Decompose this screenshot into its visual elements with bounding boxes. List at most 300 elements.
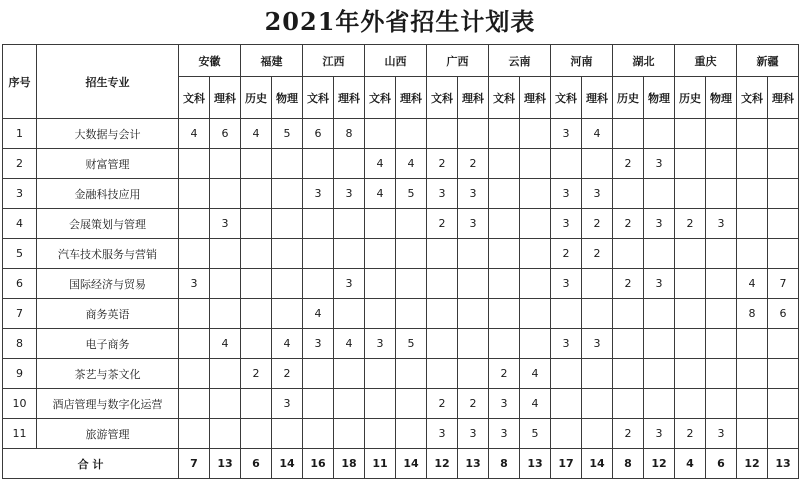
major-name: 金融科技应用 [37, 179, 179, 209]
quota-cell [551, 389, 582, 419]
quota-cell [334, 299, 365, 329]
quota-cell [427, 239, 458, 269]
quota-cell [613, 179, 644, 209]
quota-cell [489, 269, 520, 299]
quota-cell: 2 [427, 209, 458, 239]
quota-cell [644, 299, 675, 329]
quota-cell [210, 149, 241, 179]
quota-cell [427, 329, 458, 359]
quota-cell [365, 359, 396, 389]
quota-cell [644, 389, 675, 419]
quota-cell [582, 359, 613, 389]
quota-cell: 2 [241, 359, 272, 389]
province-header: 新疆 [737, 45, 799, 77]
quota-cell [768, 359, 799, 389]
subject-header: 历史 [613, 77, 644, 119]
quota-cell [179, 329, 210, 359]
quota-cell [706, 269, 737, 299]
quota-cell: 4 [210, 329, 241, 359]
quota-cell: 3 [644, 209, 675, 239]
quota-cell [489, 209, 520, 239]
quota-cell [272, 179, 303, 209]
province-header: 福建 [241, 45, 303, 77]
quota-cell [613, 389, 644, 419]
quota-cell [210, 389, 241, 419]
quota-cell [520, 239, 551, 269]
quota-cell: 6 [303, 119, 334, 149]
quota-cell [675, 119, 706, 149]
index-column-header: 序号 [3, 45, 37, 119]
total-cell: 8 [489, 449, 520, 479]
quota-cell [768, 389, 799, 419]
quota-cell [582, 299, 613, 329]
quota-cell [427, 299, 458, 329]
quota-cell [737, 149, 768, 179]
quota-cell [675, 299, 706, 329]
quota-cell [582, 419, 613, 449]
quota-cell [675, 389, 706, 419]
quota-cell: 3 [582, 179, 613, 209]
quota-cell: 2 [613, 269, 644, 299]
quota-cell: 4 [396, 149, 427, 179]
quota-cell: 3 [489, 419, 520, 449]
quota-cell [365, 269, 396, 299]
quota-cell: 2 [427, 149, 458, 179]
quota-cell [365, 239, 396, 269]
quota-cell: 5 [396, 179, 427, 209]
total-cell: 14 [396, 449, 427, 479]
quota-cell [737, 419, 768, 449]
quota-cell [520, 119, 551, 149]
row-index: 6 [3, 269, 37, 299]
quota-cell [768, 209, 799, 239]
quota-cell [241, 269, 272, 299]
quota-cell [303, 269, 334, 299]
total-cell: 6 [241, 449, 272, 479]
quota-cell [551, 359, 582, 389]
quota-cell [427, 359, 458, 389]
subject-header: 物理 [644, 77, 675, 119]
quota-cell [396, 209, 427, 239]
row-index: 7 [3, 299, 37, 329]
quota-cell: 2 [582, 209, 613, 239]
quota-cell: 3 [551, 179, 582, 209]
table-row [3, 149, 799, 179]
subject-header: 文科 [427, 77, 458, 119]
quota-cell [458, 269, 489, 299]
quota-cell [210, 269, 241, 299]
quota-cell [489, 149, 520, 179]
row-index: 8 [3, 329, 37, 359]
quota-cell [644, 359, 675, 389]
quota-cell [768, 419, 799, 449]
table-row [3, 239, 799, 269]
quota-cell: 2 [272, 359, 303, 389]
quota-cell: 3 [551, 209, 582, 239]
quota-cell: 4 [365, 149, 396, 179]
quota-cell [582, 149, 613, 179]
quota-cell [396, 239, 427, 269]
quota-cell [737, 359, 768, 389]
quota-cell: 3 [458, 209, 489, 239]
quota-cell: 2 [613, 419, 644, 449]
quota-cell: 3 [427, 179, 458, 209]
quota-cell [706, 119, 737, 149]
quota-cell [706, 149, 737, 179]
quota-cell: 2 [427, 389, 458, 419]
quota-cell [210, 419, 241, 449]
total-cell: 7 [179, 449, 210, 479]
quota-cell [458, 119, 489, 149]
quota-cell: 3 [582, 329, 613, 359]
quota-cell [768, 239, 799, 269]
quota-cell: 3 [179, 269, 210, 299]
quota-cell [551, 149, 582, 179]
quota-cell [520, 329, 551, 359]
quota-cell: 2 [582, 239, 613, 269]
quota-cell [706, 329, 737, 359]
quota-cell [706, 359, 737, 389]
total-cell: 17 [551, 449, 582, 479]
quota-cell: 3 [644, 419, 675, 449]
major-name: 国际经济与贸易 [37, 269, 179, 299]
quota-cell [334, 359, 365, 389]
quota-cell: 2 [458, 389, 489, 419]
total-cell: 4 [675, 449, 706, 479]
total-cell: 11 [365, 449, 396, 479]
quota-cell [210, 179, 241, 209]
quota-cell [458, 329, 489, 359]
quota-cell [613, 239, 644, 269]
quota-cell [706, 389, 737, 419]
quota-cell [334, 239, 365, 269]
total-cell: 16 [303, 449, 334, 479]
quota-cell [365, 299, 396, 329]
quota-cell [706, 239, 737, 269]
subject-header: 理科 [520, 77, 551, 119]
quota-cell: 3 [706, 209, 737, 239]
quota-cell: 3 [551, 329, 582, 359]
quota-cell [613, 119, 644, 149]
quota-cell [396, 299, 427, 329]
quota-cell: 4 [582, 119, 613, 149]
quota-cell [768, 119, 799, 149]
quota-cell [179, 179, 210, 209]
quota-cell: 3 [644, 149, 675, 179]
quota-cell [582, 269, 613, 299]
quota-cell [644, 329, 675, 359]
quota-cell: 5 [520, 419, 551, 449]
quota-cell [768, 149, 799, 179]
quota-cell: 3 [706, 419, 737, 449]
quota-cell: 3 [458, 179, 489, 209]
quota-cell [272, 239, 303, 269]
quota-cell: 2 [675, 209, 706, 239]
row-index: 1 [3, 119, 37, 149]
quota-cell [334, 419, 365, 449]
quota-cell [737, 329, 768, 359]
subject-header: 文科 [365, 77, 396, 119]
quota-cell [241, 239, 272, 269]
quota-cell [706, 299, 737, 329]
quota-cell [489, 239, 520, 269]
row-index: 11 [3, 419, 37, 449]
quota-cell: 3 [272, 389, 303, 419]
quota-cell: 8 [737, 299, 768, 329]
quota-cell [365, 419, 396, 449]
subject-header: 文科 [551, 77, 582, 119]
quota-cell [644, 239, 675, 269]
quota-cell [210, 359, 241, 389]
quota-cell: 4 [272, 329, 303, 359]
total-label: 合 计 [3, 449, 179, 479]
quota-cell [241, 179, 272, 209]
province-header: 安徽 [179, 45, 241, 77]
quota-cell [179, 299, 210, 329]
total-cell: 12 [427, 449, 458, 479]
quota-cell [365, 389, 396, 419]
total-cell: 12 [644, 449, 675, 479]
province-header: 湖北 [613, 45, 675, 77]
quota-cell [303, 419, 334, 449]
table-row [3, 299, 799, 329]
quota-cell [334, 389, 365, 419]
quota-cell: 3 [551, 119, 582, 149]
quota-cell [241, 389, 272, 419]
quota-cell [179, 209, 210, 239]
major-name: 茶艺与茶文化 [37, 359, 179, 389]
quota-cell [737, 179, 768, 209]
quota-cell [489, 329, 520, 359]
quota-cell [427, 269, 458, 299]
quota-cell [675, 179, 706, 209]
subject-header: 历史 [241, 77, 272, 119]
total-cell: 13 [210, 449, 241, 479]
quota-cell [303, 209, 334, 239]
major-name: 大数据与会计 [37, 119, 179, 149]
quota-cell [458, 299, 489, 329]
quota-cell [675, 329, 706, 359]
quota-cell [396, 119, 427, 149]
quota-cell: 4 [334, 329, 365, 359]
total-cell: 12 [737, 449, 768, 479]
subject-header: 文科 [303, 77, 334, 119]
enrollment-plan-table [2, 44, 799, 479]
quota-cell [737, 119, 768, 149]
quota-cell [365, 119, 396, 149]
major-name: 电子商务 [37, 329, 179, 359]
major-name: 汽车技术服务与营销 [37, 239, 179, 269]
quota-cell: 2 [675, 419, 706, 449]
quota-cell [210, 299, 241, 329]
total-cell: 13 [520, 449, 551, 479]
quota-cell [303, 389, 334, 419]
quota-cell: 2 [489, 359, 520, 389]
major-name: 会展策划与管理 [37, 209, 179, 239]
quota-cell: 3 [365, 329, 396, 359]
quota-cell [582, 389, 613, 419]
subject-header: 理科 [582, 77, 613, 119]
quota-cell [396, 389, 427, 419]
quota-cell: 3 [644, 269, 675, 299]
total-cell: 13 [458, 449, 489, 479]
quota-cell [272, 419, 303, 449]
quota-cell [241, 209, 272, 239]
quota-cell [303, 239, 334, 269]
subject-header: 理科 [396, 77, 427, 119]
quota-cell [272, 269, 303, 299]
quota-cell [241, 329, 272, 359]
quota-cell [489, 179, 520, 209]
quota-cell: 3 [334, 269, 365, 299]
quota-cell [520, 209, 551, 239]
subject-header: 理科 [458, 77, 489, 119]
table-row [3, 269, 799, 299]
table-row [3, 329, 799, 359]
table-row [3, 389, 799, 419]
province-header: 山西 [365, 45, 427, 77]
subject-header: 理科 [210, 77, 241, 119]
table-row [3, 419, 799, 449]
quota-cell [737, 239, 768, 269]
province-header: 云南 [489, 45, 551, 77]
quota-cell: 7 [768, 269, 799, 299]
row-index: 3 [3, 179, 37, 209]
quota-cell [551, 419, 582, 449]
quota-cell [613, 359, 644, 389]
quota-cell [396, 269, 427, 299]
major-name: 商务英语 [37, 299, 179, 329]
quota-cell [489, 299, 520, 329]
quota-cell [179, 149, 210, 179]
quota-cell [272, 149, 303, 179]
table-row [3, 119, 799, 149]
quota-cell: 2 [613, 209, 644, 239]
quota-cell [675, 269, 706, 299]
quota-cell [737, 209, 768, 239]
province-header: 广西 [427, 45, 489, 77]
row-index: 9 [3, 359, 37, 389]
row-index: 2 [3, 149, 37, 179]
major-name: 财富管理 [37, 149, 179, 179]
quota-cell [768, 179, 799, 209]
subject-header: 物理 [706, 77, 737, 119]
quota-cell: 4 [520, 389, 551, 419]
total-cell: 8 [613, 449, 644, 479]
subject-header: 文科 [179, 77, 210, 119]
quota-cell: 2 [551, 239, 582, 269]
row-index: 4 [3, 209, 37, 239]
quota-cell: 4 [303, 299, 334, 329]
quota-cell [334, 149, 365, 179]
row-index: 10 [3, 389, 37, 419]
quota-cell [241, 299, 272, 329]
quota-cell [520, 269, 551, 299]
quota-cell: 6 [768, 299, 799, 329]
quota-cell [179, 239, 210, 269]
table-row [3, 359, 799, 389]
quota-cell [520, 149, 551, 179]
quota-cell [613, 299, 644, 329]
quota-cell: 4 [241, 119, 272, 149]
total-cell: 13 [768, 449, 799, 479]
quota-cell: 3 [303, 329, 334, 359]
total-cell: 18 [334, 449, 365, 479]
quota-cell [551, 299, 582, 329]
total-cell: 14 [582, 449, 613, 479]
quota-cell: 4 [179, 119, 210, 149]
quota-cell [303, 359, 334, 389]
quota-cell: 3 [334, 179, 365, 209]
subject-header: 文科 [489, 77, 520, 119]
quota-cell [489, 119, 520, 149]
quota-cell: 3 [303, 179, 334, 209]
quota-cell [458, 359, 489, 389]
total-row [3, 449, 799, 479]
quota-cell [644, 119, 675, 149]
subject-header: 理科 [334, 77, 365, 119]
quota-cell [241, 149, 272, 179]
quota-cell [179, 389, 210, 419]
quota-cell [396, 359, 427, 389]
quota-cell [458, 239, 489, 269]
quota-cell [334, 209, 365, 239]
quota-cell [706, 179, 737, 209]
subject-header: 文科 [737, 77, 768, 119]
quota-cell [179, 419, 210, 449]
quota-cell: 4 [737, 269, 768, 299]
province-header: 江西 [303, 45, 365, 77]
quota-cell [675, 239, 706, 269]
quota-cell [675, 149, 706, 179]
quota-cell [644, 179, 675, 209]
province-header: 重庆 [675, 45, 737, 77]
quota-cell: 4 [365, 179, 396, 209]
quota-cell [520, 179, 551, 209]
quota-cell [272, 209, 303, 239]
province-header: 河南 [551, 45, 613, 77]
quota-cell [520, 299, 551, 329]
quota-cell [241, 419, 272, 449]
major-name: 旅游管理 [37, 419, 179, 449]
quota-cell: 3 [210, 209, 241, 239]
total-cell: 6 [706, 449, 737, 479]
quota-cell: 4 [520, 359, 551, 389]
quota-cell [768, 329, 799, 359]
quota-cell [737, 389, 768, 419]
major-name: 酒店管理与数字化运营 [37, 389, 179, 419]
total-cell: 14 [272, 449, 303, 479]
quota-cell: 3 [489, 389, 520, 419]
subject-header: 物理 [272, 77, 303, 119]
quota-cell [303, 149, 334, 179]
quota-cell: 8 [334, 119, 365, 149]
quota-cell [675, 359, 706, 389]
quota-cell [427, 119, 458, 149]
table-row [3, 209, 799, 239]
quota-cell: 5 [396, 329, 427, 359]
quota-cell: 3 [551, 269, 582, 299]
row-index: 5 [3, 239, 37, 269]
major-column-header: 招生专业 [37, 45, 179, 119]
quota-cell: 5 [272, 119, 303, 149]
quota-cell: 2 [458, 149, 489, 179]
quota-cell: 6 [210, 119, 241, 149]
quota-cell: 2 [613, 149, 644, 179]
table-row [3, 179, 799, 209]
subject-header: 历史 [675, 77, 706, 119]
quota-cell [179, 359, 210, 389]
